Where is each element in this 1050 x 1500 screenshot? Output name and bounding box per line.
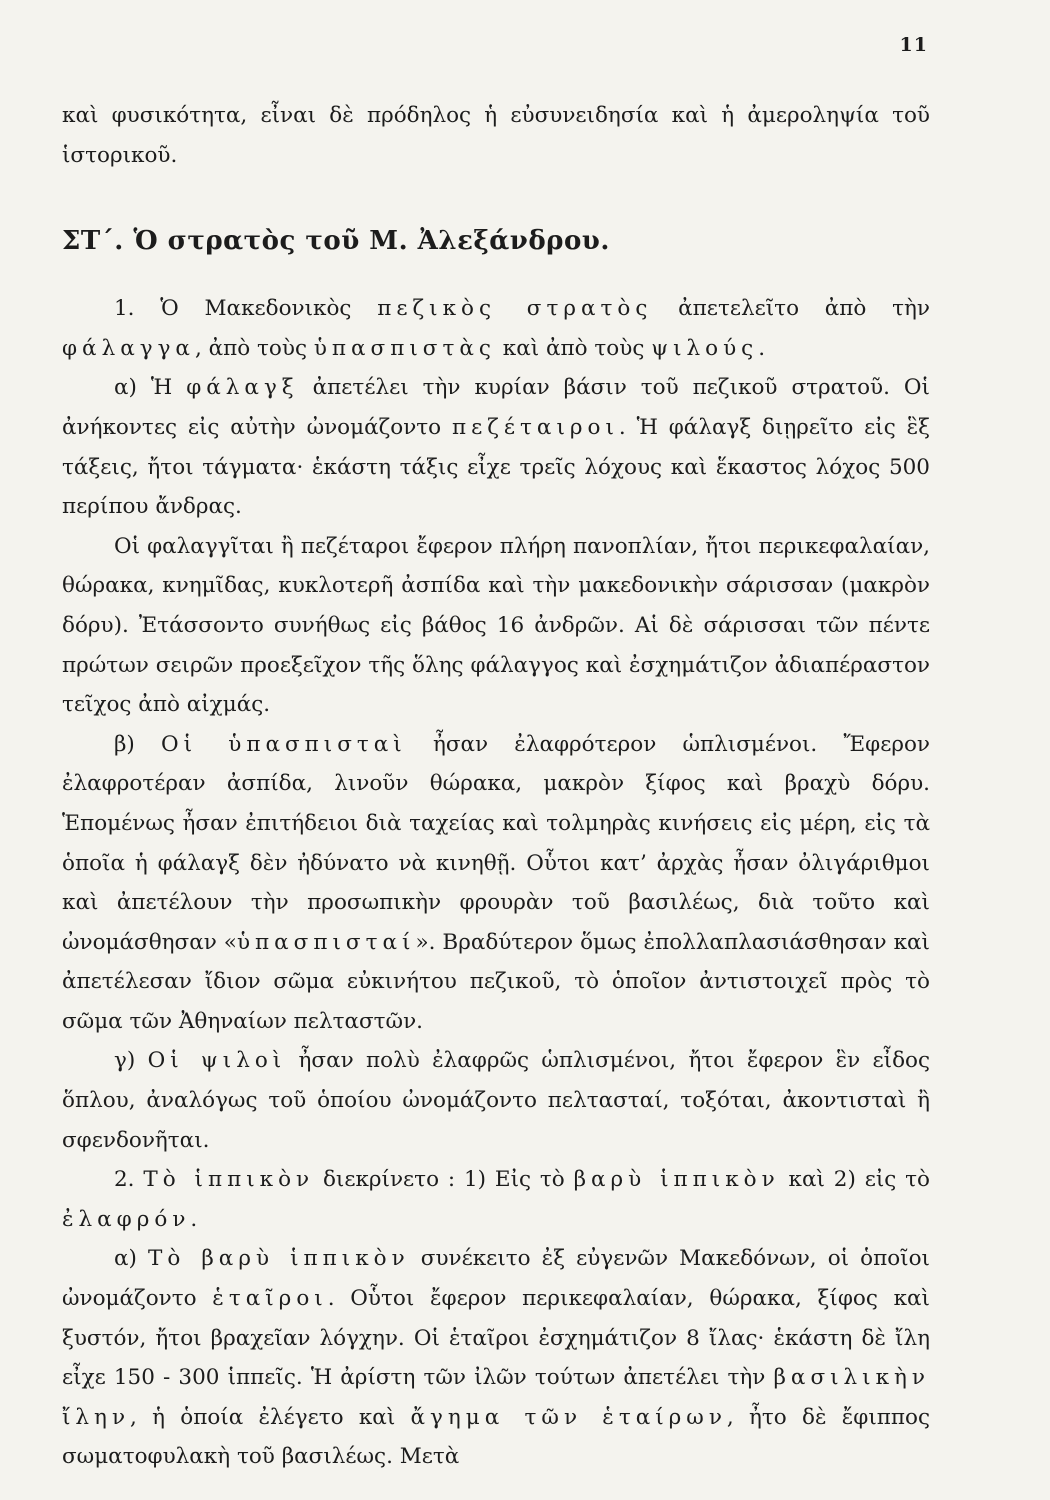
paragraph-phalangites: Οἱ φαλαγγῖται ἢ πεζέταροι ἔφερον πλήρη πανοπλίαν, ἤτοι περικεφαλαίαν, θώρακα, κνημῖδας, κυκλοτερῆ ἀσπίδα καὶ τὴν μακεδονικὴν σάρισσαν (μακρὸν δόρυ). Ἐτάσσοντο συνήθως εἰς βάθος 16 ἀνδρῶν. Αἱ δὲ σάρισσαι τῶν πέντε πρώτων σειρῶν προεξεῖχον τῆς ὅλης φάλαγγος καὶ ἐσχημάτιζον ἀδιαπέραστον τεῖχος ἀπὸ αἰχμάς. (62, 533, 930, 718)
text-segment: . Ἡ φάλαγξ διῃρεῖτο εἰς ἓξ τάξεις, ἤτοι τάγματα· ἑκάστη τάξις εἶχε τρεῖς λόχους καὶ ἕκαστος λόχος 500 περίπου ἄνδρας. (62, 414, 930, 520)
text-segment: καὶ ἀπὸ τοὺς (495, 335, 652, 361)
text-segment: β) (114, 731, 162, 757)
spaced-term: ἄγημα τῶν ἑταίρων (410, 1404, 727, 1430)
page-number: 11 (899, 34, 928, 56)
text-segment: . (190, 1206, 198, 1232)
paragraph-hypaspists (62, 725, 930, 1042)
spaced-term: Τὸ ἱππικὸν (143, 1167, 315, 1193)
paragraph-infantry (62, 289, 930, 368)
spaced-term: πεζικὸς στρατὸς (377, 296, 653, 322)
spaced-term: ὑπασπιστὰς (313, 335, 496, 361)
spaced-term: ἑταῖροι (212, 1286, 328, 1312)
spaced-term: ὑπασπισταί (236, 929, 416, 955)
text-segment: γ) (114, 1048, 148, 1074)
text-segment: . (758, 335, 766, 361)
text-segment: 2. (114, 1167, 144, 1193)
spaced-term: ψιλούς (651, 335, 759, 361)
text-segment: ἦσαν ἐλαφρότερον ὡπλισμένοι. Ἔφερον ἐλαφροτέραν ἀσπίδα, λινοῦν θώρακα, μακρὸν ξίφος καὶ βραχὺ δόρυ. Ἑπομένως ἦσαν ἐπιτήδειοι διὰ ταχείας καὶ τολμηρὰς κινήσεις εἰς μέρη, εἰς τὰ ὁποῖα ἡ φάλαγξ δὲν ἠδύνατο νὰ κινηθῇ. Οὗτοι κατ’ ἀρχὰς ἦσαν ὀλιγάριθμοι καὶ ἀπετέλουν τὴν προσωπικὴν φρουρὰν τοῦ βασιλέως, διὰ τοῦτο καὶ ὠνομάσθησαν « (62, 731, 930, 955)
text-segment: ἀπετελεῖτο ἀπὸ τὴν (652, 296, 930, 322)
section-heading: ΣΤ΄. Ὁ στρατὸς τοῦ Μ. Ἀλεξάνδρου. (62, 226, 610, 257)
spaced-term: Οἱ ὑπασπισταὶ (161, 731, 407, 757)
spaced-term: φάλαγξ (186, 375, 299, 401)
text-segment: , ἦτο δὲ ἔφιππος σωματοφυλακὴ τοῦ βασιλέως. Μετὰ (62, 1404, 931, 1470)
text-segment: ἦσαν πολὺ ἐλαφρῶς ὡπλισμένοι, ἤτοι ἔφερον ἓν εἶδος ὅπλου, ἀναλόγως τοῦ ὁποίου ὠνομάζοντο πελτασταί, τοξόται, ἀκοντισταὶ ἢ σφενδονῆται. (62, 1048, 931, 1153)
spaced-term: Οἱ ψιλοὶ (147, 1048, 287, 1074)
spaced-term: βασιλικὴν ἴλην (62, 1365, 930, 1430)
text-segment: ἀπετέλει τὴν κυρίαν βάσιν τοῦ πεζικοῦ στρατοῦ. Οἱ ἀνήκοντες εἰς αὐτὴν ὠνομάζοντο (62, 375, 930, 440)
text-segment: , ἀπὸ τοὺς (194, 335, 314, 361)
paragraph-cavalry (62, 1160, 930, 1239)
text-segment: , ἡ ὁποία ἐλέγετο καὶ (130, 1404, 411, 1430)
text-segment: . Οὗτοι ἔφερον περικεφαλαίαν, θώρακα, ξίφος καὶ ξυστόν, ἤτοι βραχεῖαν λόγχην. Οἱ ἑταῖροι ἐσχημάτιζον 8 ἴλας· ἑκάστη δὲ ἴλη εἶχε 150 - 300 ἱππεῖς. Ἡ ἀρίστη τῶν ἰλῶν τούτων ἀπετέλει τὴν (62, 1286, 930, 1391)
text-segment: α) (114, 1246, 148, 1272)
intro-paragraph: καὶ φυσικότητα, εἶναι δὲ πρόδηλος ἡ εὐσυνειδησία καὶ ἡ ἀμεροληψία τοῦ ἱστορικοῦ. (62, 103, 930, 168)
spaced-term: ἐλαφρόν (62, 1206, 191, 1232)
text-segment: διεκρίνετο : 1) Εἰς τὸ (314, 1167, 574, 1193)
page-body (62, 96, 930, 1477)
spaced-term: Τὸ βαρὺ ἱππικὸν (148, 1246, 410, 1272)
text-segment: ». Βραδύτερον ὅμως ἐπολλαπλασιάσθησαν καὶ ἀπετέλεσαν ἴδιον σῶμα εὐκινήτου πεζικοῦ, τὸ ὁποῖον ἀντιστοιχεῖ πρὸς τὸ σῶμα τῶν Ἀθηναίων πελταστῶν. (62, 929, 930, 1034)
text-segment: 1. Ὁ Μακεδονικὸς (114, 296, 378, 322)
spaced-term: φάλαγγα (62, 335, 195, 361)
text-segment: καὶ 2) εἰς τὸ (779, 1167, 930, 1193)
text-segment: συνέκειτο ἐξ εὐγενῶν Μακεδόνων, οἱ ὁποῖοι ὠνομάζοντο (62, 1246, 930, 1312)
paragraph-phalanx (62, 368, 930, 526)
spaced-term: βαρὺ ἱππικὸν (573, 1167, 780, 1193)
paragraph-psiloi (62, 1041, 930, 1160)
text-segment: α) Ἡ (114, 375, 187, 401)
spaced-term: πεζέταιροι (451, 414, 619, 440)
paragraph-heavy-cavalry (62, 1239, 930, 1477)
